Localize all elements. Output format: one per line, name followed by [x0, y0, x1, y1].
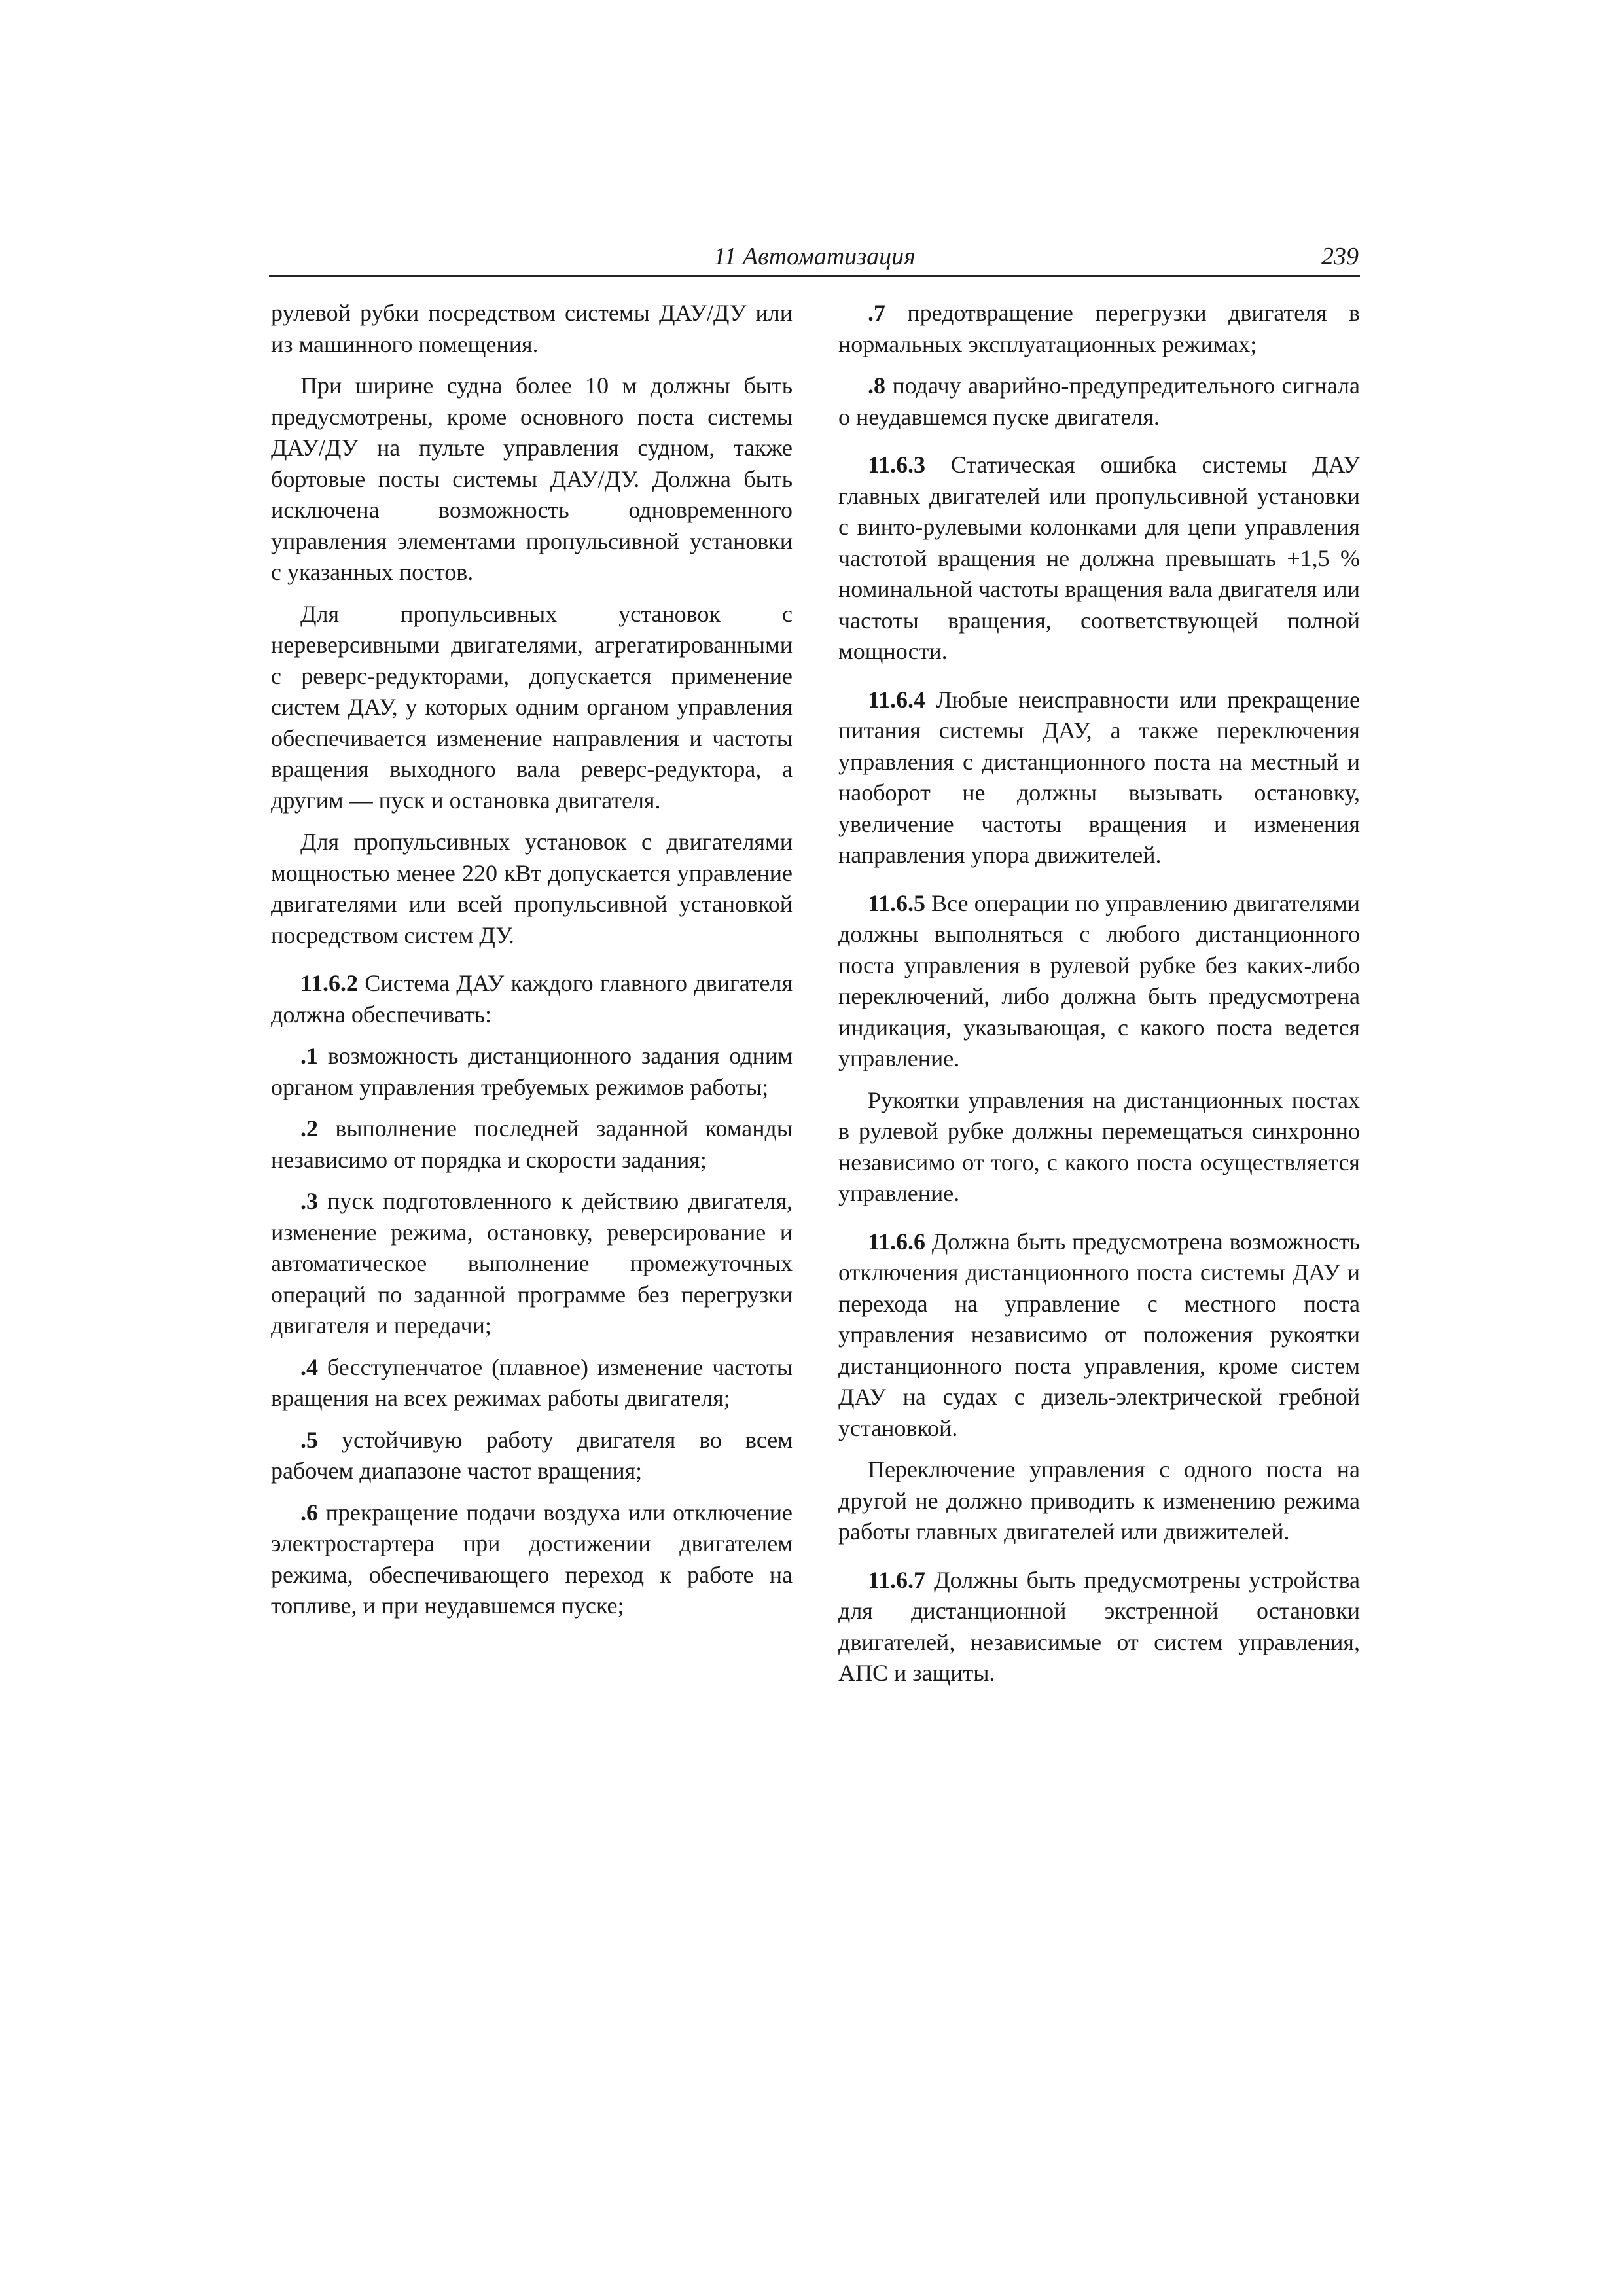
paragraph: Для пропульсивных установок с двигателями мощностью менее 220 кВт допускается управление двигателями или всей пропульсивной установкой посредством систем ДУ.	[271, 829, 793, 948]
item-text: выполнение последней заданной команды независимо от порядка и скорости задания;	[271, 1115, 793, 1173]
item-text: возможность дистанционного задания одним органом управления требуемых режимов работы;	[271, 1043, 793, 1100]
section-11-6-4	[838, 685, 1360, 871]
section-text: Статическая ошибка системы ДАУ главных двигателей или пропульсивной установки с винто-рулевыми колонками для цепи управления частотой вращения не должна превышать +1,5 % номинальной частоты вращения вала двигателя или частоты вращения, соответствующей полной мощности.	[838, 452, 1361, 664]
item-text: бесступенчатое (плавное) изменение частоты вращения на всех режимах работы двигателя;	[271, 1354, 793, 1411]
section-text: Система ДАУ каждого главного двигателя должна обеспечивать:	[271, 970, 793, 1028]
section-11-6-5	[838, 888, 1360, 1075]
section-number: 11.6.5	[868, 889, 926, 916]
item-text: прекращение подачи воздуха или отключение электростартера при достижении двигателем режима, обеспечивающего переход к работе на топливе, и при неудавшемся пуске;	[271, 1499, 793, 1619]
section-number: 11.6.7	[868, 1566, 926, 1593]
section-text: Должна быть предусмотрена возможность отключения дистанционного поста системы ДАУ и перехода на управление с местного поста управления независимо от положения рукоятки дистанционного поста управления, кроме систем ДАУ на судах с дизель-электрической гребной установкой.	[838, 1228, 1360, 1441]
item-number: .4	[300, 1354, 318, 1380]
paragraph: рулевой рубки посредством системы ДАУ/ДУ или из машинного помещения.	[271, 300, 793, 357]
section-number: 11.6.6	[868, 1228, 926, 1255]
section-text: Должны быть предусмотрены устройства для дистанционной экстренной остановки двигателей, независимые от систем управления, АПС и защиты.	[838, 1566, 1360, 1686]
paragraph: При ширине судна более 10 м должны быть предусмотрены, кроме основного поста системы ДАУ/ДУ на пульте управления судном, также бортовые посты системы ДАУ/ДУ. Должна быть исключена возможность одновременного управления элементами пропульсивной установки с указанных постов.	[271, 372, 793, 585]
paragraph: Для пропульсивных установок с нереверсивными двигателями, агрегатированными с реверс-редукторами, допускается применение систем ДАУ, у которых одним органом управления обеспечивается изменение направления и частоты вращения выходного вала реверс-редуктора, а другим — пуск и остановка двигателя.	[271, 600, 793, 814]
item-number: .2	[300, 1115, 318, 1141]
left-column	[271, 298, 793, 1632]
page-number: 239	[1321, 243, 1359, 270]
list-item	[271, 1186, 793, 1342]
item-text: предотвращение перегрузки двигателя в нормальных эксплуатационных режимах;	[838, 300, 1360, 357]
section-text: Все операции по управлению двигателями должны выполняться с любого дистанционного поста управления в рулевой рубке без каких-либо переключений, либо должна быть предусмотрена индикация, указывающая, с какого поста ведется управление.	[838, 889, 1360, 1071]
section-11-6-2	[271, 968, 793, 1030]
list-item	[271, 1113, 793, 1175]
item-number: .8	[868, 372, 885, 399]
item-number: .1	[300, 1043, 318, 1069]
section-11-6-6	[838, 1227, 1360, 1444]
list-item	[271, 1425, 793, 1487]
list-item	[838, 370, 1360, 433]
paragraph: Переключение управления с одного поста на другой не должно приводить к изменению режима работы главных двигателей или движителей.	[838, 1456, 1360, 1545]
section-number: 11.6.4	[868, 686, 926, 713]
list-item	[838, 298, 1360, 360]
list-item	[271, 1041, 793, 1103]
item-text: пуск подготовленного к действию двигателя, изменение режима, остановку, реверсирование и автоматическое выполнение промежуточных операций по заданной программе без перегрузки двигателя и передачи;	[271, 1188, 793, 1338]
section-11-6-3	[838, 450, 1360, 668]
item-number: .6	[300, 1499, 318, 1526]
item-number: .3	[300, 1188, 318, 1214]
section-number: 11.6.3	[868, 452, 926, 478]
list-item	[271, 1498, 793, 1622]
section-11-6-7	[838, 1565, 1360, 1689]
paragraph: Рукоятки управления на дистанционных постах в рулевой рубке должны перемещаться синхронно независимо от того, с какого поста осуществляется управление.	[838, 1086, 1360, 1206]
right-column	[838, 298, 1360, 1700]
item-text: устойчивую работу двигателя во всем рабочем диапазоне частот вращения;	[271, 1426, 793, 1484]
item-number: .5	[300, 1426, 318, 1453]
item-text: подачу аварийно-предупредительного сигнала о неудавшемся пуске двигателя.	[838, 372, 1360, 430]
list-item	[271, 1352, 793, 1414]
item-number: .7	[868, 300, 885, 326]
section-number: 11.6.2	[300, 970, 359, 996]
section-text: Любые неисправности или прекращение питания системы ДАУ, а также переключения управления с дистанционного поста на местный и наоборот не должны вызывать остановку, увеличение частоты вращения и изменения направления упора движителей.	[838, 686, 1360, 868]
running-header	[269, 241, 1360, 277]
chapter-title: 11 Автоматизация	[713, 243, 916, 270]
